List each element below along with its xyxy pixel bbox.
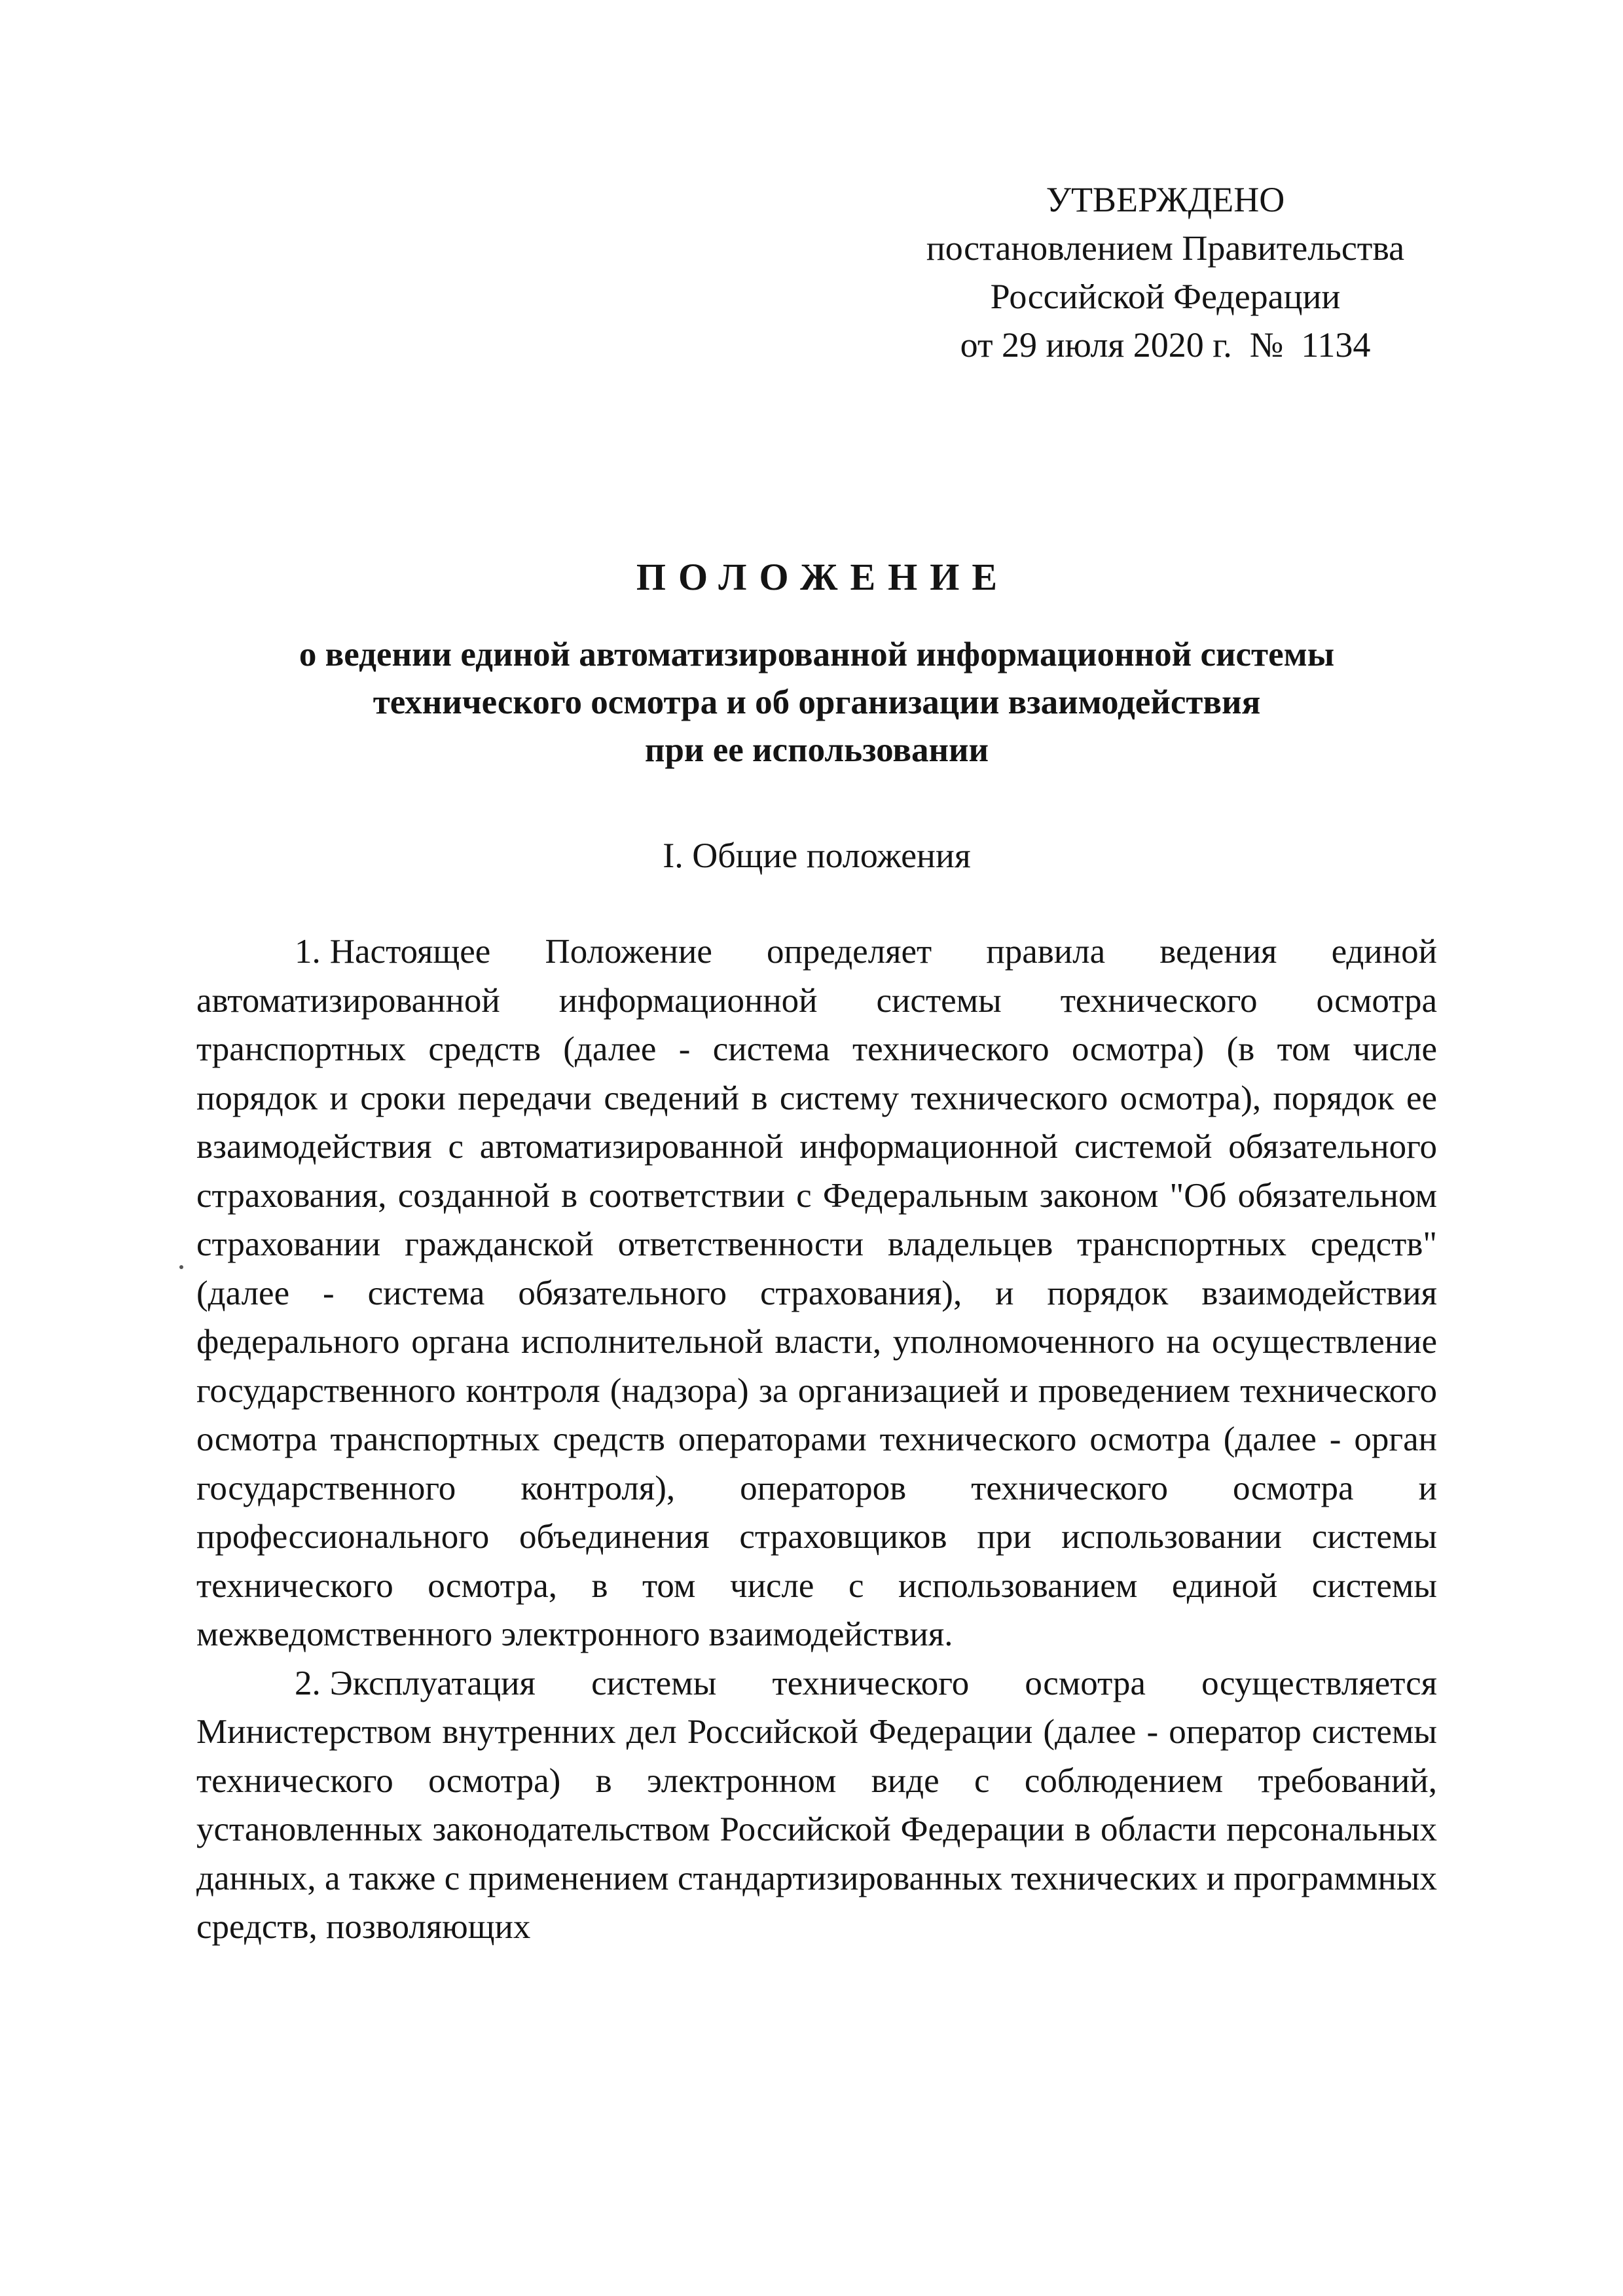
paragraph-text: Эксплуатация системы технического осмотра осуществляется Министерством внутренних дел Российской Федерации (далее - оператор системы технического осмотра) в электронном виде с соблюдением требований, установленных законодательством Российской Федерации в области персональных данных, а также с применением стандартизированных технических и программных средств, позволяющих bbox=[196, 1664, 1437, 1946]
scan-artifact-dot bbox=[179, 1265, 183, 1269]
approval-date: от 29 июля 2020 г. bbox=[960, 325, 1232, 365]
document-body bbox=[196, 927, 1437, 1952]
subtitle-line: о ведении единой автоматизированной информационной системы bbox=[299, 636, 1335, 673]
subtitle-line: при ее использовании bbox=[644, 731, 989, 769]
paragraph-2 bbox=[196, 1659, 1437, 1952]
approval-number-sign: № bbox=[1249, 325, 1284, 365]
approval-stamp: УТВЕРЖДЕНО bbox=[1046, 180, 1285, 219]
paragraph-number: 2. bbox=[295, 1664, 321, 1702]
paragraph-number: 1. bbox=[295, 933, 321, 971]
document-subtitle bbox=[196, 631, 1437, 774]
approval-date-line bbox=[871, 321, 1460, 369]
paragraph-1 bbox=[196, 927, 1437, 1659]
approval-number: 1134 bbox=[1301, 325, 1371, 365]
subtitle-line: технического осмотра и об организации взаимодействия bbox=[373, 683, 1261, 721]
document-title: ПОЛОЖЕНИЕ bbox=[636, 556, 1010, 598]
approval-block bbox=[871, 175, 1460, 369]
approval-line-2: Российской Федерации bbox=[990, 277, 1341, 316]
approval-line-1: постановлением Правительства bbox=[926, 228, 1405, 268]
section-heading: I. Общие положения bbox=[663, 836, 971, 875]
paragraph-text: Настоящее Положение определяет правила ведения единой автоматизированной информационной системы технического осмотра транспортных средств (далее - система технического осмотра) (в том числе порядок и сроки передачи сведений в систему технического осмотра), порядок ее взаимодействия с автоматизированной информационной системой обязательного страхования, созданной в соответствии с Федеральным законом "Об обязательном страховании гражданской ответственности владельцев транспортных средств" (далее - система обязательного страхования), и порядок взаимодействия федерального органа исполнительной власти, уполномоченного на осуществление государственного контроля (надзора) за организацией и проведением технического осмотра транспортных средств операторами технического осмотра (далее - орган государственного контроля), операторов технического осмотра и профессионального объединения страховщиков при использовании системы технического осмотра, в том числе с использованием единой системы межведомственного электронного взаимодействия. bbox=[196, 933, 1437, 1653]
title-block bbox=[196, 551, 1437, 774]
